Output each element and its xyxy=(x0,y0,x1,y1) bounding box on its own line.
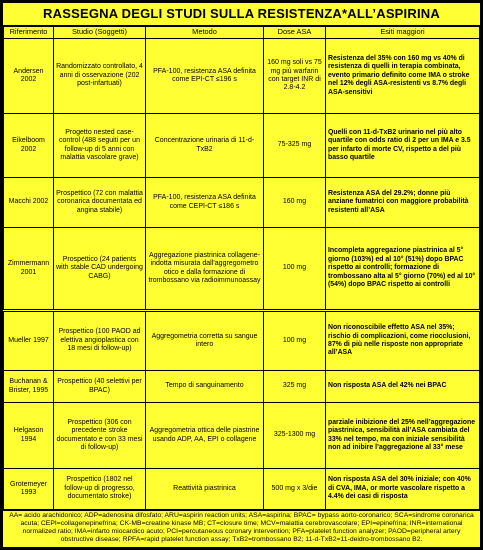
cell-esiti: Resistenza del 35% con 160 mg vs 40% di resistenza di quelli in terapia combinata, evento primario definito come IMA o stroke nel 12% degli ASA-resistenti vs 8.7% degli ASA-sensitivi xyxy=(326,39,480,114)
header-studio: Studio (Soggetti) xyxy=(54,27,146,39)
header-metodo: Metodo xyxy=(146,27,264,39)
cell-dose: 325 mg xyxy=(264,371,326,403)
table-row xyxy=(4,228,480,311)
cell-esiti: Resistenza ASA del 29.2%; donne più anziane fumatrici con maggiore probabilità resistenti all’ASA xyxy=(326,178,480,228)
cell-studio: Randomizzato controllato, 4 anni di osservazione (202 post-infartuati) xyxy=(54,39,146,114)
cell-riferimento: Helgason 1994 xyxy=(4,403,54,469)
header-riferimento: Riferimento xyxy=(4,27,54,39)
cell-metodo: Aggregazione piastrinica collagene-indotta misurata dall’aggregometro otico e dalla formazione di trombossano via radioimmunoassay xyxy=(146,228,264,311)
cell-dose: 160 mg xyxy=(264,178,326,228)
cell-esiti: Quelli con 11-d-TxB2 urinario nel più alto quartile con odds ratio di 2 per un IMA e 3.5 per infarto di morte CV, rispetto a del più basso quartile xyxy=(326,114,480,178)
cell-dose: 75-325 mg xyxy=(264,114,326,178)
cell-riferimento: Zimmermann 2001 xyxy=(4,228,54,311)
table-header-row xyxy=(4,27,480,39)
cell-studio: Prospettico (40 selettivi per BPAC) xyxy=(54,371,146,403)
page-title: RASSEGNA DEGLI STUDI SULLA RESISTENZA*ALL’ASPIRINA xyxy=(3,3,480,26)
table-row xyxy=(4,311,480,371)
cell-metodo: Tempo di sanguinamento xyxy=(146,371,264,403)
cell-esiti: Incompleta aggregazione piastrinica al 5° giorno (103%) ed al 10° (51%) dopo BPAC rispetto ai controlli; formazione di trombossano alta al 5° giorno (70%) ed al 10° (54%) dopo BPAC rispetto ai controlli xyxy=(326,228,480,311)
cell-riferimento: Andersen 2002 xyxy=(4,39,54,114)
cell-metodo: Concentrazione urinaria di 11-d-TxB2 xyxy=(146,114,264,178)
cell-dose: 160 mg soli vs 75 mg più warfarin con target INR di 2.8-4.2 xyxy=(264,39,326,114)
cell-metodo: Aggregometria corretta su sangue intero xyxy=(146,311,264,371)
table-row xyxy=(4,178,480,228)
abbreviations-legend: AA= acido arachidonico; ADP=adenosina difosfato; ARU=aspirin reaction units; ASA=aspirina; BPAC= bypass aorto-coronarico; SCA=sindrome coronarica acuta; CEPI=collagenepinefrina; CK-MB=creatine kinase MB; CT=closure time; MCV=malattia cerebrovascolare; EPI=epinefrina; INR=international normalized ratio; IMA=infarto miocardico acuto; PCI=percutaneous coronary intervention; PFA=platelet function analyzer; PAOD=peripheral artery obstructive disease; RPFA=rapid platelet function assay; TxB2=trombossano B2; 11-d-TxB2=11-deidro-trombossano B2. xyxy=(3,510,480,544)
cell-studio: Prospettico (306 con precedente stroke documentato e con 33 mesi di follow-up) xyxy=(54,403,146,469)
table-row xyxy=(4,403,480,469)
cell-dose: 500 mg x 3/die xyxy=(264,469,326,510)
cell-studio: Progetto nested case-control (488 seguiti per un follow-up di 5 anni con malattia vascolare grave) xyxy=(54,114,146,178)
cell-metodo: Aggregometria ottica delle piastrine usando ADP, AA, EPI o collagene xyxy=(146,403,264,469)
cell-esiti: Non risposta ASA del 30% iniziale; con 40% di CVA, IMA, or morte vascolare rispetto a 4.4% dei casi di risposta xyxy=(326,469,480,510)
cell-metodo: PFA-100, resistenza ASA definita come CEPI-CT ≤186 s xyxy=(146,178,264,228)
cell-riferimento: Macchi 2002 xyxy=(4,178,54,228)
table-row xyxy=(4,371,480,403)
review-table-document xyxy=(2,2,481,548)
studies-table xyxy=(3,26,480,510)
cell-metodo: Reattività piastrinica xyxy=(146,469,264,510)
table-row xyxy=(4,39,480,114)
cell-studio: Prospettico (100 PAOD ad elettiva angioplastica con 18 mesi di follow-up) xyxy=(54,311,146,371)
cell-studio: Prospettico (24 patients with stable CAD undergoing CABG) xyxy=(54,228,146,311)
table-row xyxy=(4,114,480,178)
cell-esiti: parziale inibizione del 25% nell’aggregazione piastrinica, sensibilità all’ASA cambiata del 33% nel tempo, ma con iniziale sensibilità non ad inibire l’aggregazione al 33° mese xyxy=(326,403,480,469)
cell-dose: 100 mg xyxy=(264,228,326,311)
cell-metodo: PFA-100, resistenza ASA definita come EPI-CT ≤196 s xyxy=(146,39,264,114)
cell-dose: 100 mg xyxy=(264,311,326,371)
cell-esiti: Non risposta ASA del 42% nei BPAC xyxy=(326,371,480,403)
cell-esiti: Non riconoscibile effetto ASA nel 35%; rischio di complicazioni, come riocclusioni, 87% di più nelle risposte non appropriate all’ASA xyxy=(326,311,480,371)
cell-riferimento: Mueller 1997 xyxy=(4,311,54,371)
table-row xyxy=(4,469,480,510)
cell-studio: Prospettico (1802 nel follow-up di progresso, documentato stroke) xyxy=(54,469,146,510)
cell-riferimento: Eikelboom 2002 xyxy=(4,114,54,178)
cell-studio: Prospettico (72 con malattia coronarica documentata ed angina stabile) xyxy=(54,178,146,228)
cell-riferimento: Grotemeyer 1993 xyxy=(4,469,54,510)
header-esiti: Esiti maggiori xyxy=(326,27,480,39)
cell-dose: 325-1300 mg xyxy=(264,403,326,469)
header-dose: Dose ASA xyxy=(264,27,326,39)
cell-riferimento: Buchanan & Brister, 1995 xyxy=(4,371,54,403)
